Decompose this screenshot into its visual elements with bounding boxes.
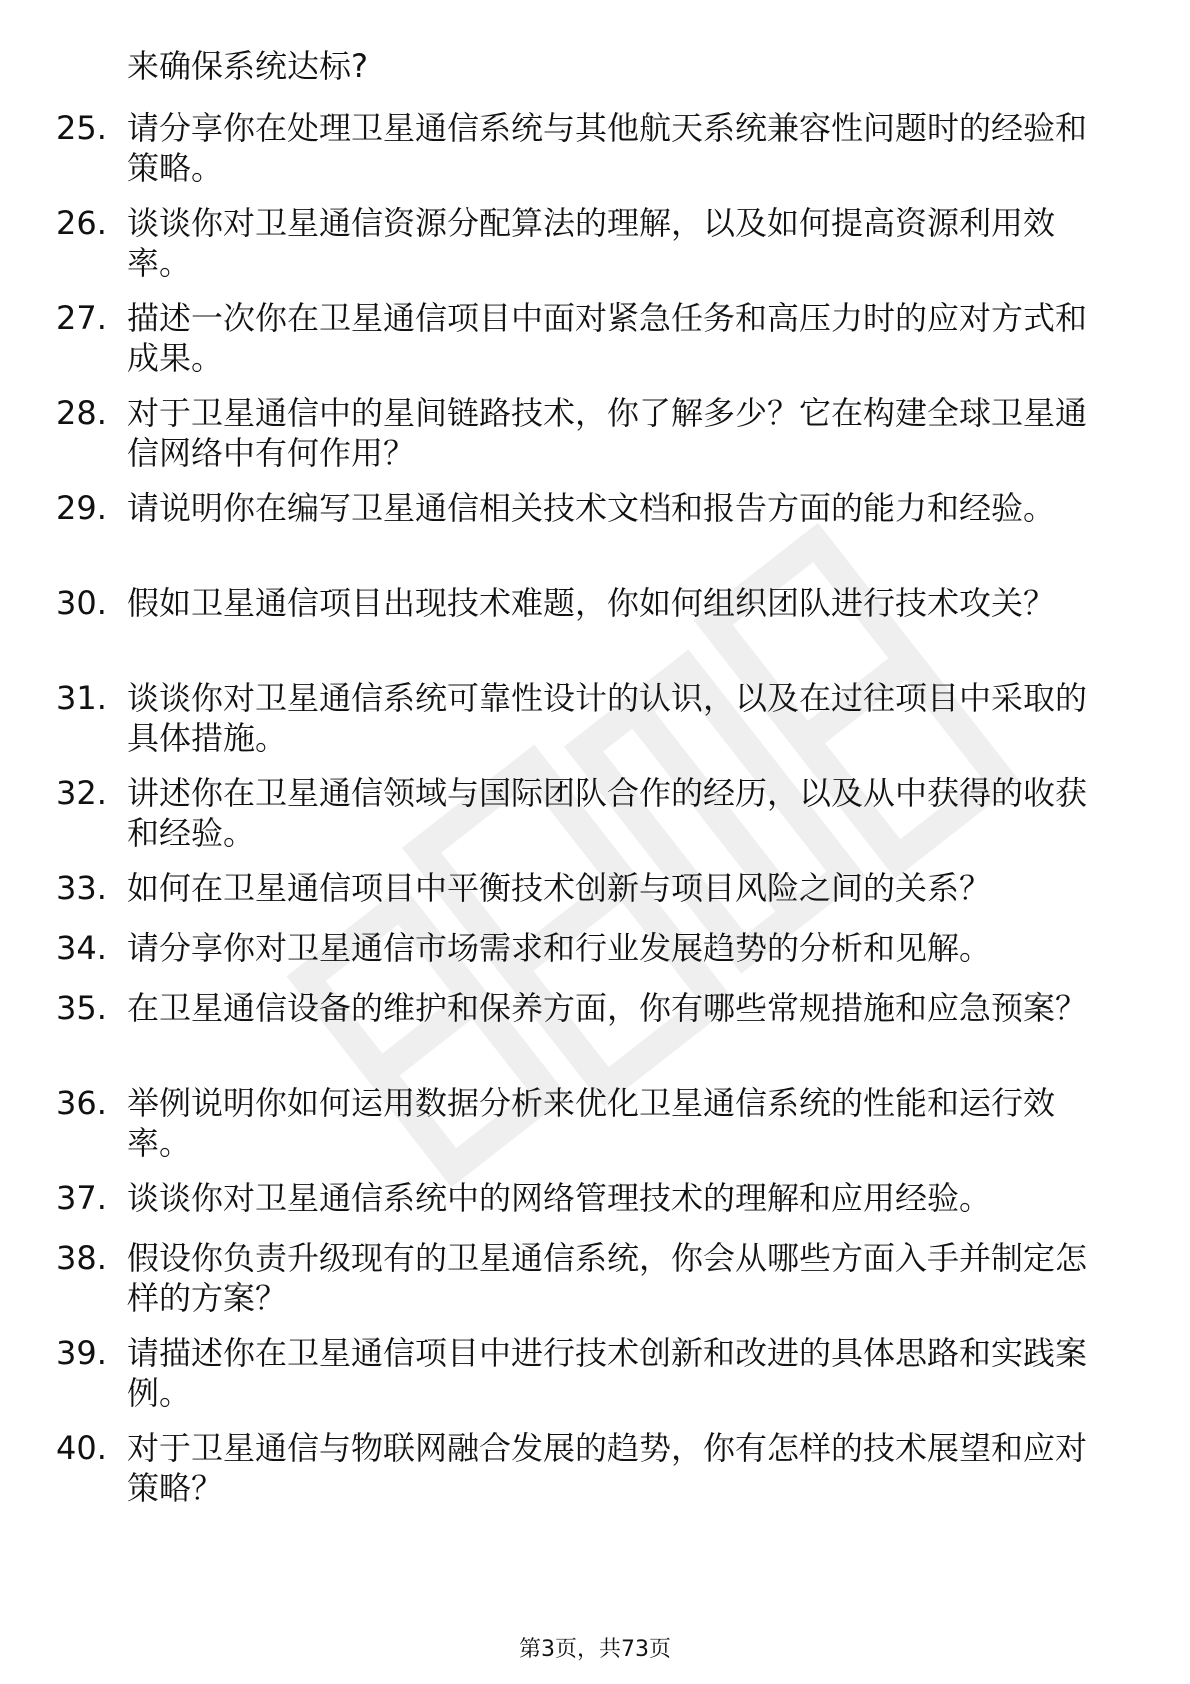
continuation-text: 来确保系统达标? <box>127 47 368 85</box>
question-text: 对于卫星通信中的星间链路技术，你了解多少？它在构建全球卫星通信网络中有何作用？ <box>127 394 1088 472</box>
question-number: 33. <box>56 869 107 907</box>
question-text: 请分享你对卫星通信市场需求和行业发展趋势的分析和见解。 <box>127 929 992 967</box>
question-number: 28. <box>56 394 107 432</box>
question-number: 31. <box>56 679 107 717</box>
question-text: 在卫星通信设备的维护和保养方面，你有哪些常规措施和应急预案？ <box>127 989 1088 1027</box>
question-number: 38. <box>56 1239 107 1277</box>
question-text: 谈谈你对卫星通信系统可靠性设计的认识，以及在过往项目中采取的具体措施。 <box>127 679 1088 757</box>
question-text: 假如卫星通信项目出现技术难题，你如何组织团队进行技术攻关？ <box>127 584 1056 622</box>
question-number: 27. <box>56 299 107 337</box>
question-number: 39. <box>56 1334 107 1372</box>
question-number: 36. <box>56 1084 107 1122</box>
question-text: 请分享你在处理卫星通信系统与其他航天系统兼容性问题时的经验和策略。 <box>127 109 1088 187</box>
question-number: 32. <box>56 774 107 812</box>
page-footer: 第3页，共73页 <box>519 1637 671 1662</box>
question-number: 30. <box>56 584 107 622</box>
question-text: 描述一次你在卫星通信项目中面对紧急任务和高压力时的应对方式和成果。 <box>127 299 1088 377</box>
question-number: 35. <box>56 989 107 1027</box>
question-text: 对于卫星通信与物联网融合发展的趋势，你有怎样的技术展望和应对策略？ <box>127 1429 1088 1507</box>
question-number: 25. <box>56 109 107 147</box>
question-text: 谈谈你对卫星通信资源分配算法的理解，以及如何提高资源利用效率。 <box>127 204 1056 282</box>
question-text: 假设你负责升级现有的卫星通信系统，你会从哪些方面入手并制定怎样的方案？ <box>127 1239 1088 1317</box>
question-number: 34. <box>56 929 107 967</box>
question-text: 讲述你在卫星通信领域与国际团队合作的经历，以及从中获得的收获和经验。 <box>127 774 1088 852</box>
question-text: 如何在卫星通信项目中平衡技术创新与项目风险之间的关系？ <box>127 869 992 907</box>
question-text: 请说明你在编写卫星通信相关技术文档和报告方面的能力和经验。 <box>127 489 1056 527</box>
question-text: 谈谈你对卫星通信系统中的网络管理技术的理解和应用经验。 <box>127 1179 992 1217</box>
question-number: 40. <box>56 1429 107 1467</box>
question-number: 29. <box>56 489 107 527</box>
question-text: 举例说明你如何运用数据分析来优化卫星通信系统的性能和运行效率。 <box>127 1084 1056 1162</box>
question-number: 26. <box>56 204 107 242</box>
question-text: 请描述你在卫星通信项目中进行技术创新和改进的具体思路和实践案例。 <box>127 1334 1088 1412</box>
question-number: 37. <box>56 1179 107 1217</box>
